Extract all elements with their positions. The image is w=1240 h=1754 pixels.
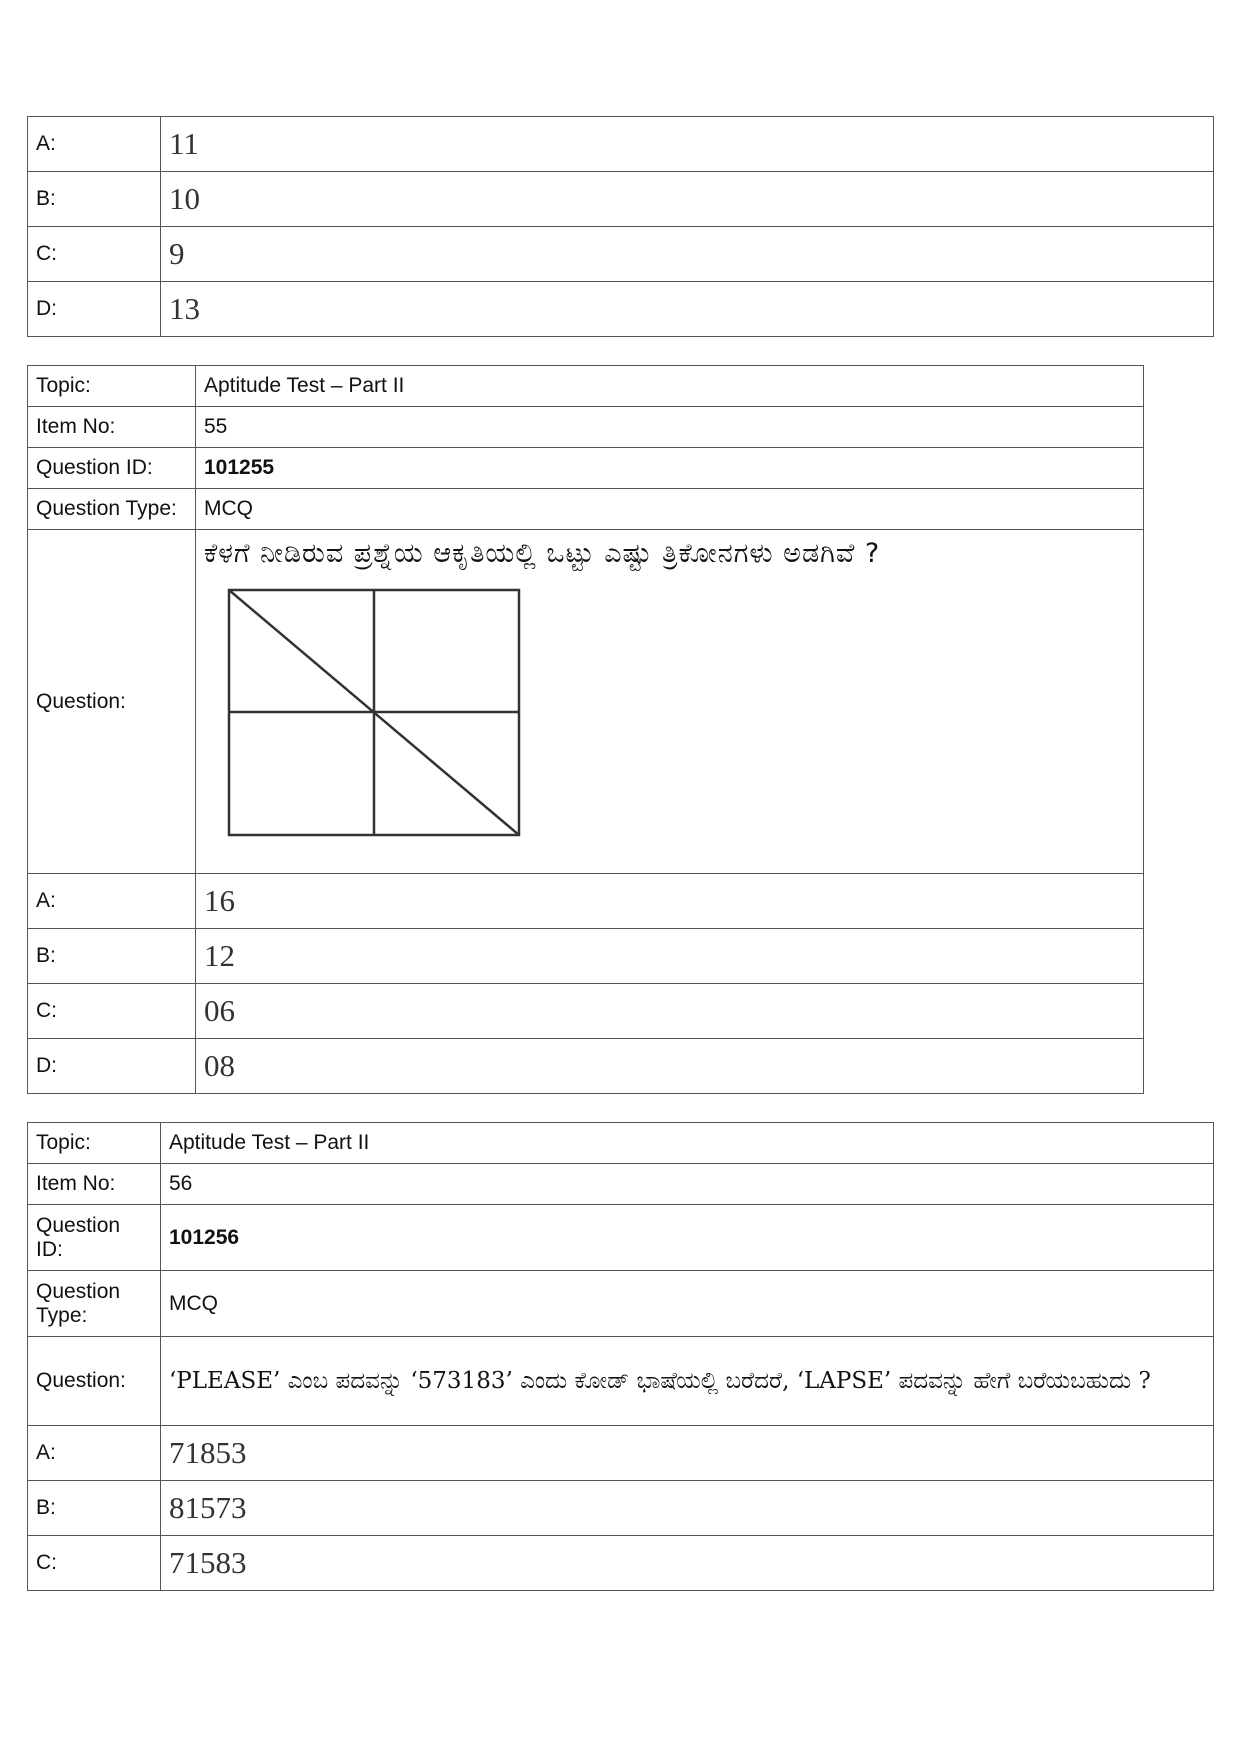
question-56-table	[27, 1122, 1214, 1591]
question-id-value: 101256	[161, 1205, 1214, 1271]
option-value: 10	[161, 172, 1214, 227]
option-row-b	[28, 1481, 1214, 1536]
question-label: Question:	[28, 1337, 161, 1426]
question-id-row	[28, 448, 1144, 489]
option-label: D:	[28, 282, 161, 337]
item-no-label: Item No:	[28, 1164, 161, 1205]
option-label: B:	[28, 172, 161, 227]
option-label: C:	[28, 984, 196, 1039]
option-value: 9	[161, 227, 1214, 282]
topic-label: Topic:	[28, 1123, 161, 1164]
option-label: C:	[28, 227, 161, 282]
option-label: A:	[28, 117, 161, 172]
question-id-label: Question ID:	[28, 448, 196, 489]
question-label: Question:	[28, 530, 196, 874]
option-value: 71583	[161, 1536, 1214, 1591]
item-no-label: Item No:	[28, 407, 196, 448]
topic-row	[28, 366, 1144, 407]
question-55-table	[27, 365, 1144, 1094]
question-type-value: MCQ	[161, 1271, 1214, 1337]
option-row-d	[28, 1039, 1144, 1094]
question-type-value: MCQ	[196, 489, 1144, 530]
option-label: B:	[28, 929, 196, 984]
option-label: D:	[28, 1039, 196, 1094]
question-text: ‘PLEASE’ ಎಂಬ ಪದವನ್ನು ‘573183’ ಎಂದು ಕೋಡ್ ಭಾಷೆಯಲ್ಲಿ ಬರೆದರೆ, ‘LAPSE’ ಪದವನ್ನು ಹೇಗೆ ಬರೆಯಬಹುದು ?	[161, 1337, 1214, 1426]
question-id-row	[28, 1205, 1214, 1271]
option-value: 11	[161, 117, 1214, 172]
question-type-row	[28, 1271, 1214, 1337]
question-id-value: 101255	[196, 448, 1144, 489]
question-row	[28, 530, 1144, 874]
prev-question-options-table	[27, 116, 1214, 337]
topic-label: Topic:	[28, 366, 196, 407]
option-row-b	[28, 929, 1144, 984]
option-value: 08	[196, 1039, 1144, 1094]
question-content	[196, 530, 1144, 874]
option-row-c	[28, 227, 1214, 282]
item-no-row	[28, 407, 1144, 448]
item-no-value: 56	[161, 1164, 1214, 1205]
option-value: 06	[196, 984, 1144, 1039]
option-label: A:	[28, 874, 196, 929]
question-type-label: Question Type:	[28, 1271, 161, 1337]
option-value: 81573	[161, 1481, 1214, 1536]
option-value: 12	[196, 929, 1144, 984]
topic-value: Aptitude Test – Part II	[161, 1123, 1214, 1164]
option-label: C:	[28, 1536, 161, 1591]
item-no-row	[28, 1164, 1214, 1205]
question-type-label: Question Type:	[28, 489, 196, 530]
option-row-b	[28, 172, 1214, 227]
option-row-c	[28, 984, 1144, 1039]
option-value: 16	[196, 874, 1144, 929]
triangle-figure	[224, 582, 524, 842]
option-row-a	[28, 117, 1214, 172]
question-row	[28, 1337, 1214, 1426]
option-row-a	[28, 1426, 1214, 1481]
question-type-row	[28, 489, 1144, 530]
option-label: B:	[28, 1481, 161, 1536]
question-text: ಕೆಳಗೆ ನೀಡಿರುವ ಪ್ರಶ್ನೆಯ ಆಕೃತಿಯಲ್ಲಿ ಒಟ್ಟು ಎಷ್ಟು ತ್ರಿಕೋನಗಳು ಅಡಗಿವೆ ?	[204, 538, 881, 569]
option-row-d	[28, 282, 1214, 337]
option-label: A:	[28, 1426, 161, 1481]
topic-value: Aptitude Test – Part II	[196, 366, 1144, 407]
topic-row	[28, 1123, 1214, 1164]
question-id-label: Question ID:	[28, 1205, 161, 1271]
option-value: 13	[161, 282, 1214, 337]
option-value: 71853	[161, 1426, 1214, 1481]
option-row-a	[28, 874, 1144, 929]
option-row-c	[28, 1536, 1214, 1591]
item-no-value: 55	[196, 407, 1144, 448]
